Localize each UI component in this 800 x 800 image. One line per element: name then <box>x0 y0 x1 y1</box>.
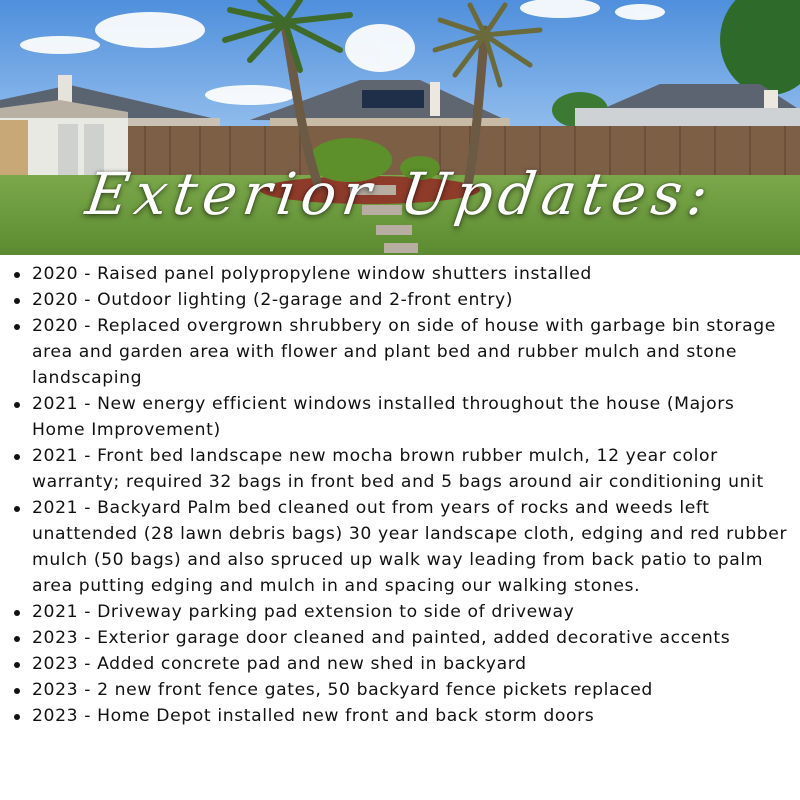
backyard-photo <box>0 0 800 255</box>
list-item-text: 2021 - Front bed landscape new mocha brown rubber mulch, 12 year color warranty; required 32 bags in front bed and 5 bags around air conditioning unit <box>32 446 764 492</box>
list-item <box>14 651 790 677</box>
list-item <box>14 287 790 313</box>
bullet-icon <box>14 324 20 330</box>
list-item-text: 2021 - New energy efficient windows installed throughout the house (Majors Home Improvement) <box>32 394 735 440</box>
headline-title: Exterior Updates: <box>81 160 719 228</box>
list-item <box>14 443 790 495</box>
list-item <box>14 677 790 703</box>
list-item <box>14 391 790 443</box>
bullet-icon <box>14 636 20 642</box>
list-item-text: 2023 - Home Depot installed new front and back storm doors <box>32 706 595 726</box>
list-item-text: 2020 - Outdoor lighting (2-garage and 2-front entry) <box>32 290 514 310</box>
updates-list <box>0 255 800 729</box>
bullet-icon <box>14 714 20 720</box>
bullet-icon <box>14 454 20 460</box>
list-item <box>14 495 790 599</box>
list-item <box>14 313 790 391</box>
list-item <box>14 261 790 287</box>
bullet-icon <box>14 688 20 694</box>
bullet-icon <box>14 662 20 668</box>
bullet-icon <box>14 298 20 304</box>
list-item <box>14 703 790 729</box>
list-item-text: 2021 - Backyard Palm bed cleaned out from years of rocks and weeds left unattended (28 lawn debris bags) 30 year landscape cloth, edging and red rubber mulch (50 bags) and also spruced up walk way leading from back patio to palm area putting edging and mulch in and spacing our walking stones. <box>32 498 788 596</box>
bullet-icon <box>14 506 20 512</box>
list-item <box>14 599 790 625</box>
solar-panels <box>362 90 424 108</box>
list-item-text: 2023 - Exterior garage door cleaned and painted, added decorative accents <box>32 628 731 648</box>
bullet-icon <box>14 402 20 408</box>
bullet-icon <box>14 610 20 616</box>
list-item-text: 2021 - Driveway parking pad extension to side of driveway <box>32 602 575 622</box>
list-item-text: 2020 - Replaced overgrown shrubbery on side of house with garbage bin storage area and garden area with flower and plant bed and rubber mulch and stone landscaping <box>32 316 776 388</box>
list-item-text: 2023 - 2 new front fence gates, 50 backyard fence pickets replaced <box>32 680 653 700</box>
list-item-text: 2020 - Raised panel polypropylene window shutters installed <box>32 264 592 284</box>
bullet-icon <box>14 272 20 278</box>
list-item-text: 2023 - Added concrete pad and new shed in backyard <box>32 654 527 674</box>
list-item <box>14 625 790 651</box>
